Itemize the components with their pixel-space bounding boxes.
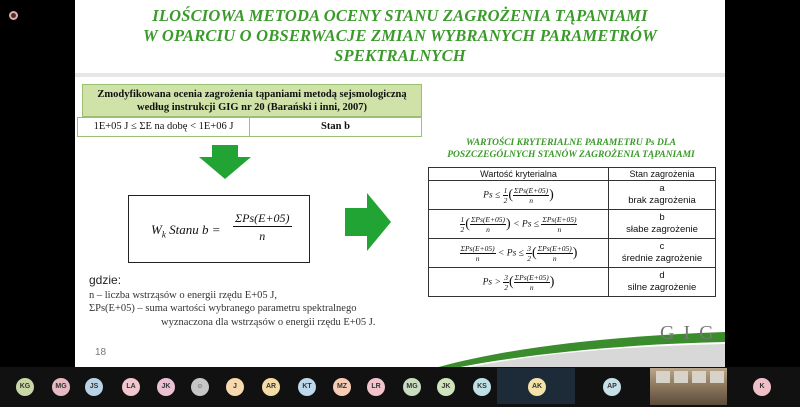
slide-number: 18 [95,347,107,358]
state-b: b słabe zagrożenie [609,210,716,239]
col-header-value: Wartość kryterialna [429,168,609,181]
participant-avatar[interactable]: MG [403,378,421,396]
table-row [429,181,716,210]
formula-legend [89,274,409,329]
formula-box [128,195,310,263]
method-header-line-2: według instrukcji GIG nr 20 (Barański i inni, 2007) [137,102,367,113]
participant-avatar[interactable]: AR [262,378,280,396]
table-row [429,268,716,297]
table-title-line-1: WARTOŚCI KRYTERIALNE PARAMETRU Ps DLA [466,138,676,148]
title-line-1: ILOŚCIOWA METODA OCENY STANU ZAGROŻENIA TĄPANIAMI [152,6,648,25]
arrow-right-icon [345,193,391,251]
title-line-3: SPEKTRALNYCH [334,46,466,65]
table-row [429,239,716,268]
criterion-a: Ps ≤ $\frac{1}{2}$ ( ΣPs(E+05) n ) [429,181,609,210]
criteria-table [428,167,716,297]
condition-row [77,117,422,137]
criterion-c: ΣPs(E+05) n < Ps ≤ $\frac{3}{2}$ ( ΣPs(E+05) n ) [429,239,609,268]
participant-avatar[interactable]: JK [157,378,175,396]
state-c: c średnie zagrożenie [609,239,716,268]
presentation-slide [75,0,725,367]
col-header-state: Stan zagrożenia [609,168,716,181]
legend-sum: ΣPs(E+05) – suma wartości wybranego parametru spektralnego [89,303,357,314]
participant-avatar[interactable]: AP [603,378,621,396]
table-row [429,210,716,239]
formula-lhs: $W_k$ Stanu b = [151,222,221,240]
participant-avatar[interactable]: MG [52,378,70,396]
formula-fraction [233,211,292,244]
method-header-line-1: Zmodyfikowana ocenia zagrożenia tąpaniami metodą sejsmologiczną [97,89,407,100]
participant-avatar[interactable]: LA [122,378,140,396]
divider [75,73,725,77]
title-line-2: W OPARCIU O OBSERWACJE ZMIAN WYBRANYCH PARAMETRÓW [142,26,658,45]
gig-logo: GIG [660,322,723,344]
state-a: a brak zagrożenia [609,181,716,210]
table-title-line-2: POSZCZEGÓLNYCH STANÓW ZAGROŻENIA TĄPANIAMI [447,150,695,160]
energy-condition: 1E+05 J ≤ ΣE na dobę < 1E+06 J [78,118,250,136]
participant-avatar[interactable]: MZ [333,378,351,396]
participant-avatar[interactable]: KG [16,378,34,396]
participant-avatar[interactable]: K [753,378,771,396]
participant-avatar[interactable]: KT [298,378,316,396]
slide-title [75,6,725,66]
participant-avatar[interactable]: JK [437,378,455,396]
participant-avatar[interactable]: AK [528,378,546,396]
participant-video[interactable] [650,368,727,405]
formula-numerator: ΣPs(E+05) [235,211,290,225]
legend-heading: gdzie: [89,273,122,287]
arrow-down-icon [199,145,251,179]
participant-avatar[interactable]: KS [473,378,491,396]
state-label: Stan b [321,121,350,132]
participant-avatar[interactable]: J [226,378,244,396]
legend-sum-cont: wyznaczona dla wstrząsów o energii rzędu E+05 J. [161,316,376,328]
participant-avatar[interactable]: LR [367,378,385,396]
legend-n: n – liczba wstrząsów o energii rzędu E+05 J, [89,289,277,301]
method-header [82,84,422,117]
table-title [431,137,711,161]
criterion-b: $\frac{1}{2}$ ( ΣPs(E+05) n ) < Ps ≤ ΣPs(E+05) n [429,210,609,239]
formula-denominator: n [259,229,266,243]
state-d: d silne zagrożenie [609,268,716,297]
recording-indicator-icon [9,11,18,20]
criterion-d: Ps > $\frac{3}{2}$ ( ΣPs(E+05) n ) [429,268,609,297]
participant-avatar-person-icon[interactable]: ☺ [191,378,209,396]
participant-avatar[interactable]: JS [85,378,103,396]
